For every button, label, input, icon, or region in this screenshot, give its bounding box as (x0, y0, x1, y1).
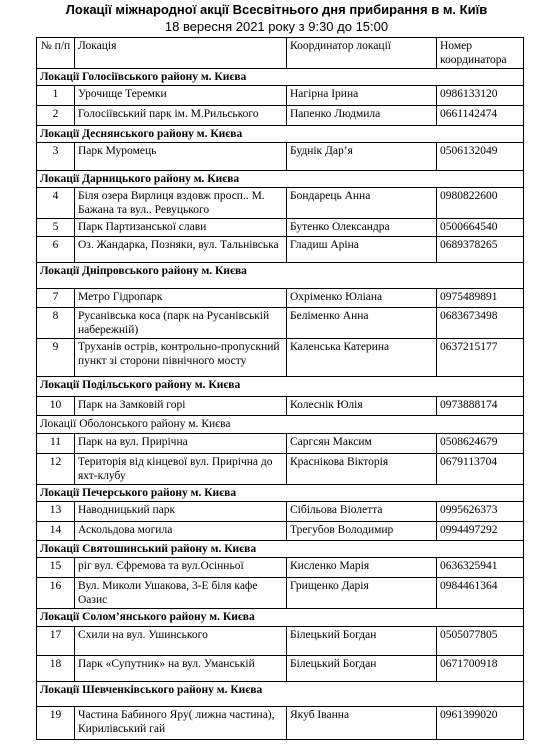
row-number: 14 (37, 522, 75, 541)
table-row (37, 237, 524, 263)
table-row (37, 707, 524, 740)
row-phone: 0984461364 (437, 578, 524, 609)
row-coordinator: Білецький Богдан (287, 656, 437, 682)
row-phone: 0637215177 (437, 339, 524, 377)
row-phone: 0671700918 (437, 656, 524, 682)
row-location: Оз. Жандарка, Позняки, вул. Тальнівська (75, 237, 287, 263)
table-row (37, 106, 524, 126)
section-row (37, 126, 524, 143)
table-row (37, 558, 524, 578)
document-title: Локації міжнародної акції Всесвітнього дня прибирання в м. Київ (65, 2, 488, 17)
row-coordinator: Охріменко Юліана (287, 289, 437, 308)
row-location: ріг вул. Єфремова та вул.Осінньої (75, 558, 287, 578)
header-location: Локація (75, 38, 287, 69)
table-row (37, 627, 524, 656)
row-location: Труханів острів, контрольно-пропускний пункт зі сторони північного мосту (75, 339, 287, 377)
row-location: Схили на вул. Ушинського (75, 627, 287, 656)
row-number: 1 (37, 86, 75, 106)
row-phone: 0995626373 (437, 502, 524, 522)
table-row (37, 308, 524, 339)
row-coordinator: Саргсян Максим (287, 434, 437, 454)
row-number: 18 (37, 656, 75, 682)
table-row (37, 434, 524, 454)
section-row (37, 416, 524, 434)
row-location: Частина Бабиного Яру( лижна частина), Кирилівський гай (75, 707, 287, 740)
row-number: 12 (37, 454, 75, 485)
section-title: Локації Дніпровського району м. Києва (37, 263, 524, 289)
row-coordinator: Буднік Дар’я (287, 143, 437, 171)
row-location: Вул. Миколи Ушакова, 3-Е біля кафе Оазис (75, 578, 287, 609)
section-row (37, 609, 524, 627)
row-phone: 0973888174 (437, 397, 524, 416)
section-row (37, 263, 524, 289)
section-title: Локації Подільського району м. Києва (37, 377, 524, 397)
row-number: 7 (37, 289, 75, 308)
section-title: Локації Шевченківського району м. Києва (37, 682, 524, 707)
row-location: Наводницький парк (75, 502, 287, 522)
section-title: Локації Голосіївського району м. Києва (37, 69, 524, 86)
row-location: Русанівська коса (парк на Русанівській набережній) (75, 308, 287, 339)
row-phone: 0636325941 (437, 558, 524, 578)
row-coordinator: Кисленко Марія (287, 558, 437, 578)
row-coordinator: Беліменко Анна (287, 308, 437, 339)
row-location: Парк на Замковій горі (75, 397, 287, 416)
row-coordinator: Бондарець Анна (287, 188, 437, 219)
row-number: 5 (37, 219, 75, 237)
row-location: Біля озера Вирлиця вздовж просп.. М. Бажана та вул.. Ревуцького (75, 188, 287, 219)
row-number: 9 (37, 339, 75, 377)
row-coordinator: Нагірна Ірина (287, 86, 437, 106)
table-row (37, 656, 524, 682)
row-coordinator: Гладиш Аріна (287, 237, 437, 263)
header-num: № п/п (37, 38, 75, 69)
row-coordinator: Грищенко Дарія (287, 578, 437, 609)
row-number: 19 (37, 707, 75, 740)
row-coordinator: Колеснік Юлія (287, 397, 437, 416)
header-coordinator: Координатор локації (287, 38, 437, 69)
row-number: 4 (37, 188, 75, 219)
section-title: Локації Деснянського району м. Києва (37, 126, 524, 143)
table-row (37, 397, 524, 416)
row-number: 13 (37, 502, 75, 522)
row-phone: 0505077805 (437, 627, 524, 656)
section-row (37, 171, 524, 188)
section-title: Локації Печерського району м. Києва (37, 485, 524, 502)
table-row (37, 522, 524, 541)
section-title: Локації Оболонського району м. Києва (37, 416, 524, 434)
row-location: Парк на вул. Прирічна (75, 434, 287, 454)
table-header-row (37, 38, 524, 69)
document-subtitle: 18 вересня 2021 року з 9:30 до 15:00 (164, 19, 389, 34)
row-phone: 0508624679 (437, 434, 524, 454)
row-number: 3 (37, 143, 75, 171)
table-row (37, 143, 524, 171)
row-phone: 0689378265 (437, 237, 524, 263)
row-location: Урочище Теремки (75, 86, 287, 106)
row-location: Аскольдова могила (75, 522, 287, 541)
section-row (37, 377, 524, 397)
row-phone: 0679113704 (437, 454, 524, 485)
row-coordinator: Білецький Богдан (287, 627, 437, 656)
row-number: 17 (37, 627, 75, 656)
section-row (37, 541, 524, 558)
section-row (37, 682, 524, 707)
row-number: 6 (37, 237, 75, 263)
row-coordinator: Каленська Катерина (287, 339, 437, 377)
row-location: Метро Гідропарк (75, 289, 287, 308)
section-title: Локації Солом’янського району м. Києва (37, 609, 524, 627)
row-coordinator: Бутенко Олександра (287, 219, 437, 237)
row-coordinator: Папенко Людмила (287, 106, 437, 126)
section-title: Локації Святошинський району м. Києва (37, 541, 524, 558)
row-number: 15 (37, 558, 75, 578)
table-row (37, 219, 524, 237)
row-location: Парк Муромець (75, 143, 287, 171)
row-number: 2 (37, 106, 75, 126)
table-row (37, 188, 524, 219)
row-coordinator: Краснікова Вікторія (287, 454, 437, 485)
table-row (37, 454, 524, 485)
table-row (37, 339, 524, 377)
row-phone: 0980822600 (437, 188, 524, 219)
section-row (37, 69, 524, 86)
row-phone: 0986133120 (437, 86, 524, 106)
row-phone: 0506132049 (437, 143, 524, 171)
section-title: Локації Дарницького району м. Києва (37, 171, 524, 188)
row-phone: 0975489891 (437, 289, 524, 308)
row-number: 11 (37, 434, 75, 454)
table-row (37, 578, 524, 609)
table-row (37, 502, 524, 522)
row-number: 10 (37, 397, 75, 416)
row-number: 8 (37, 308, 75, 339)
row-phone: 0961399020 (437, 707, 524, 740)
row-location: Голосіївський парк ім. М.Рильського (75, 106, 287, 126)
row-phone: 0683673498 (437, 308, 524, 339)
section-row (37, 485, 524, 502)
row-location: Парк «Супутник» на вул. Уманській (75, 656, 287, 682)
row-location: Парк Партизанської слави (75, 219, 287, 237)
row-phone: 0994497292 (437, 522, 524, 541)
header-phone: Номер координатора (437, 38, 524, 69)
table-row (37, 289, 524, 308)
row-phone: 0661142474 (437, 106, 524, 126)
row-location: Територія від кінцевої вул. Прирічна до яхт-клубу (75, 454, 287, 485)
table-row (37, 86, 524, 106)
row-phone: 0500664540 (437, 219, 524, 237)
table-body (37, 69, 524, 740)
row-coordinator: Трегубов Володимир (287, 522, 437, 541)
locations-table (36, 37, 524, 740)
row-coordinator: Якуб Іванна (287, 707, 437, 740)
row-coordinator: Сібільова Віолетта (287, 502, 437, 522)
row-number: 16 (37, 578, 75, 609)
